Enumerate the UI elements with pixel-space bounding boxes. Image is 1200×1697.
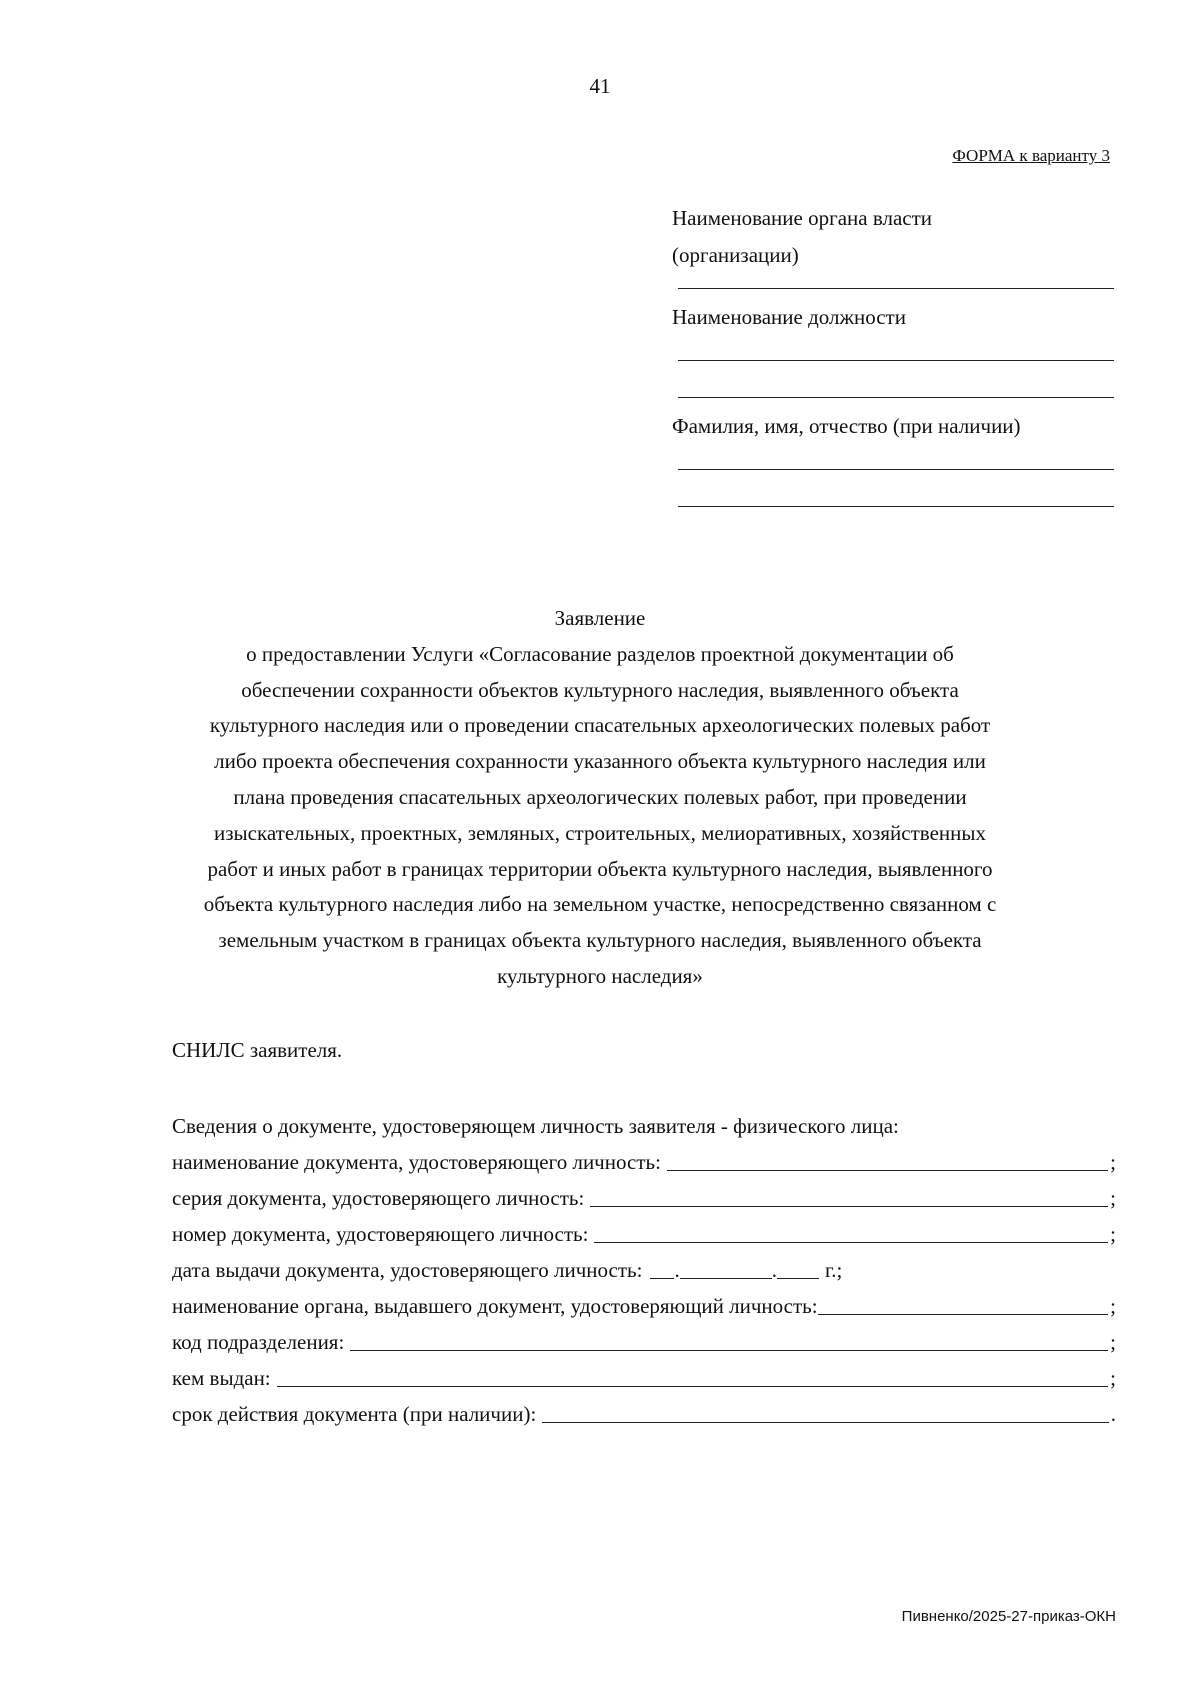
footer-document-id: Пивненко/2025-27-приказ-ОКН: [901, 1608, 1116, 1625]
date-dot: .: [674, 1258, 680, 1282]
title-heading: Заявление: [554, 606, 646, 630]
title-line: плана проведения спасательных археологических полевых работ, при проведении: [233, 784, 967, 809]
validity-label: срок действия документа (при наличии):: [172, 1402, 537, 1426]
title-line: изыскательных, проектных, земляных, строительных, мелиоративных, хозяйственных: [214, 820, 986, 845]
doc-name-row: [172, 1144, 1116, 1180]
full-name-label: Фамилия, имя, отчество (при наличии): [672, 414, 1021, 438]
addressee-block: [672, 200, 1114, 507]
title-line: культурного наследия или о проведении спасательных археологических полевых работ: [209, 713, 991, 738]
division-code-row: [172, 1324, 1116, 1360]
application-title: [170, 601, 1030, 995]
doc-name-label: наименование документа, удостоверяющего личность:: [172, 1150, 661, 1174]
title-line: работ и иных работ в границах территории объекта культурного наследия, выявленного: [207, 856, 993, 881]
issue-date-row: [172, 1252, 1116, 1288]
title-line: объекта культурного наследия либо на земельном участке, непосредственно связанном с: [203, 892, 997, 917]
issued-by-field[interactable]: [277, 1386, 1109, 1387]
number-field[interactable]: [594, 1242, 1108, 1243]
form-label: ФОРМА к варианту 3: [952, 146, 1110, 165]
period: .: [1110, 1402, 1116, 1426]
issue-day-field[interactable]: [650, 1278, 674, 1279]
position-input-line-2[interactable]: [678, 397, 1114, 398]
title-line: либо проекта обеспечения сохранности указанного объекта культурного наследия или: [214, 749, 986, 774]
division-code-label: код подразделения:: [172, 1330, 345, 1354]
division-code-field[interactable]: [350, 1350, 1108, 1351]
doc-info-intro-text: Сведения о документе, удостоверяющем личность заявителя - физического лица:: [172, 1114, 899, 1138]
identity-document-section: [172, 1108, 1116, 1432]
full-name-input-line-2[interactable]: [678, 506, 1114, 507]
doc-name-field[interactable]: [667, 1170, 1108, 1171]
validity-row: [172, 1396, 1116, 1432]
semicolon: ;: [1110, 1150, 1116, 1174]
semicolon: ;: [1110, 1330, 1116, 1354]
full-name-input-line-1[interactable]: [678, 469, 1114, 470]
authority-input-line[interactable]: [678, 288, 1114, 289]
semicolon: ;: [1110, 1222, 1116, 1246]
issuer-label: наименование органа, выдавшего документ, удостоверяющий личность:: [172, 1294, 818, 1318]
semicolon: ;: [1110, 1366, 1116, 1390]
issuer-row: [172, 1288, 1116, 1324]
doc-info-intro: [172, 1108, 1116, 1144]
issued-by-label: кем выдан:: [172, 1366, 271, 1390]
title-line: обеспечении сохранности объектов культурного наследия, выявленного объекта: [241, 677, 959, 702]
position-input-line-1[interactable]: [678, 360, 1114, 361]
snils-label: СНИЛС заявителя.: [172, 1038, 343, 1062]
issue-month-field[interactable]: [680, 1278, 772, 1279]
series-row: [172, 1180, 1116, 1216]
series-label: серия документа, удостоверяющего личность:: [172, 1186, 585, 1210]
authority-label-line2: (организации): [672, 243, 799, 267]
issuer-field[interactable]: [818, 1314, 1109, 1315]
series-field[interactable]: [590, 1206, 1108, 1207]
position-label: Наименование должности: [672, 305, 906, 329]
number-row: [172, 1216, 1116, 1252]
authority-label-line1: Наименование органа власти: [672, 206, 932, 230]
issued-by-row: [172, 1360, 1116, 1396]
title-line: земельным участком в границах объекта культурного наследия, выявленного объекта: [218, 928, 982, 953]
issue-date-label: дата выдачи документа, удостоверяющего личность:: [172, 1258, 643, 1282]
semicolon: ;: [1110, 1186, 1116, 1210]
title-line: культурного наследия»: [497, 963, 703, 988]
date-dot: .: [771, 1258, 777, 1282]
semicolon: ;: [1110, 1294, 1116, 1318]
validity-field[interactable]: [542, 1422, 1108, 1423]
number-label: номер документа, удостоверяющего личность:: [172, 1222, 589, 1246]
year-suffix: г.;: [824, 1258, 843, 1282]
page-number: 41: [589, 74, 611, 98]
title-line: о предоставлении Услуги «Согласование разделов проектной документации об: [246, 641, 954, 666]
issue-year-field[interactable]: [777, 1278, 819, 1279]
